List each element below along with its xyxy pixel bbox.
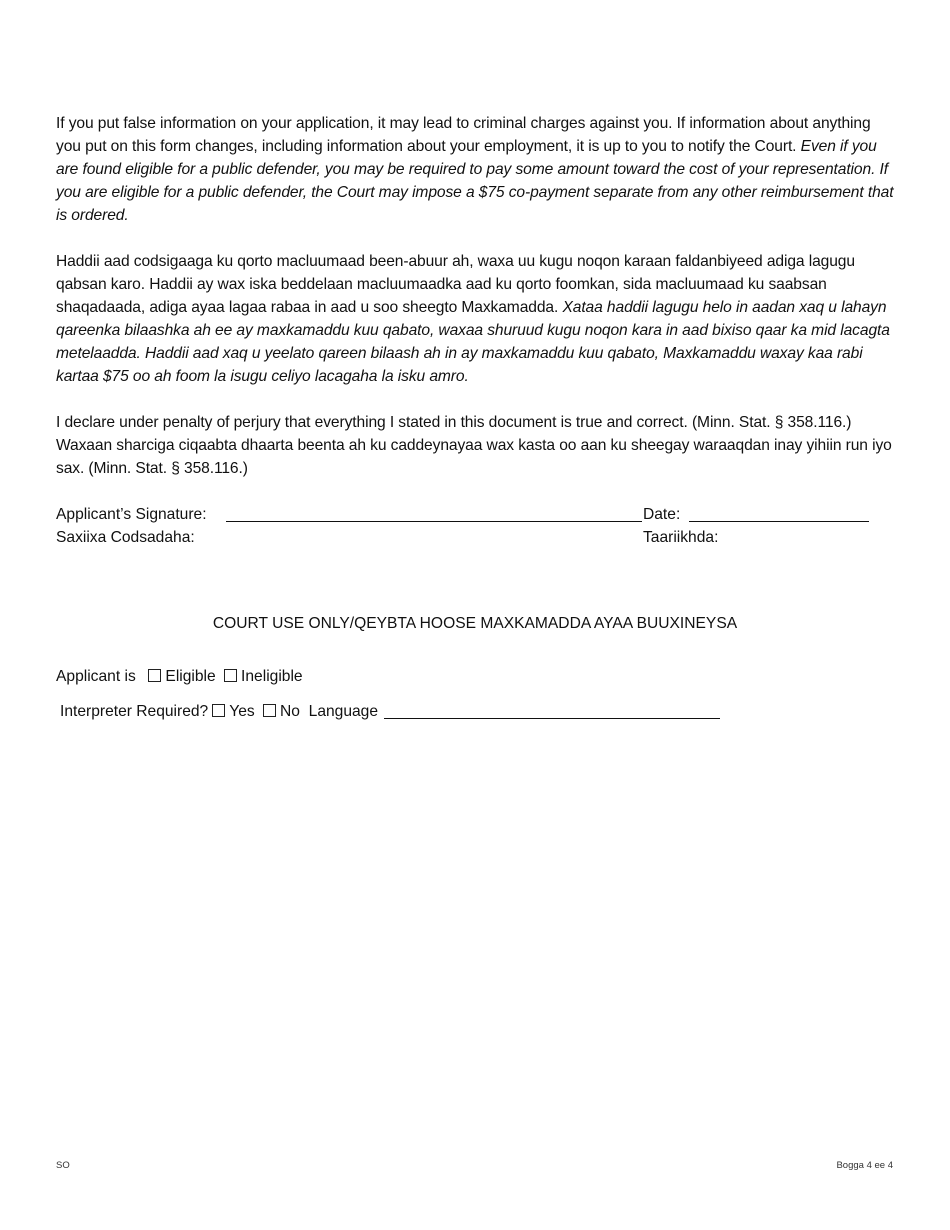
interpreter-row (60, 700, 720, 723)
signature-row-somali (56, 526, 896, 549)
paragraph-somali-warning (56, 250, 896, 388)
footer-page-number: Bogga 4 ee 4 (836, 1160, 893, 1171)
eligible-label: Eligible (165, 668, 216, 685)
court-use-title: COURT USE ONLY/QEYBTA HOOSE MAXKAMADDA AYAA BUUXINEYSA (212, 615, 738, 632)
signature-label-somali: Saxiixa Codsadaha: (56, 529, 195, 546)
paragraph-english-normal: If you put false information on your application, it may lead to criminal charges against you. If information about anything you put on this form changes, including information about your employment, it is up to you to notify the Court. (56, 115, 871, 155)
interpreter-no-checkbox[interactable] (263, 704, 276, 717)
language-label: Language (308, 703, 379, 720)
interpreter-no-label: No (280, 703, 300, 720)
interpreter-yes-checkbox[interactable] (212, 704, 225, 717)
paragraph-english-italic: Even if you are found eligible for a public defender, you may be required to pay some amount toward the cost of your representation. If you are eligible for a public defender, the Court may impose a $75 co-payment separate from any other reimbursement that is ordered. (56, 138, 894, 224)
form-page (56, 112, 896, 720)
signature-line[interactable] (226, 521, 642, 522)
signature-label-english: Applicant’s Signature: (56, 506, 207, 523)
eligibility-row (56, 665, 303, 688)
paragraph-somali-italic: Xataa haddii lagugu helo in aadan xaq u lahayn qareenka bilaashka ah ee ay maxkamaddu kuu qabato, waxaa shuruud kugu noqon kara in aad bixiso qaar ka mid lacagta metelaadda. Haddii aad xaq u yeelato qareen bilaash ah in ay maxkamaddu kuu qabato, Maxkamaddu waxay kaa rabi kartaa $75 oo ah foom la isugu celiyo lacagaha la isku amro. (56, 299, 890, 385)
eligible-checkbox[interactable] (148, 669, 161, 682)
date-line[interactable] (689, 521, 869, 522)
ineligible-checkbox[interactable] (224, 669, 237, 682)
ineligible-label: Ineligible (241, 668, 303, 685)
language-line[interactable] (384, 704, 720, 719)
interpreter-required-label: Interpreter Required? (60, 703, 209, 720)
date-label-somali: Taariikhda: (643, 529, 719, 546)
declaration-english: I declare under penalty of perjury that everything I stated in this document is true and correct. (Minn. Stat. § 358.116.) (56, 414, 852, 431)
paragraph-somali-normal: Haddii aad codsigaaga ku qorto macluumaad been-abuur ah, waxa uu kugu noqon karaan faldanbiyeed adiga lagugu qabsan karo. Haddii ay wax iska beddelaan macluumaadka aad ku qorto foomkan, sida macluumaad ku saabsan shaqadaada, adiga ayaa lagaa rabaa in aad u soo sheegto Maxkamadda. (56, 253, 855, 316)
footer-form-code: SO (56, 1160, 70, 1171)
signature-row (56, 503, 896, 526)
declaration-somali: Waxaan sharciga ciqaabta dhaarta beenta ah ku caddeynayaa wax kasta oo aan ku sheegay waraaqdan inay yihiin run iyo sax. (Minn. Stat. § 358.116.) (56, 437, 892, 477)
paragraph-english-warning (56, 112, 896, 227)
date-label-english: Date: (643, 506, 681, 523)
applicant-is-label: Applicant is (56, 668, 136, 685)
interpreter-yes-label: Yes (229, 703, 255, 720)
